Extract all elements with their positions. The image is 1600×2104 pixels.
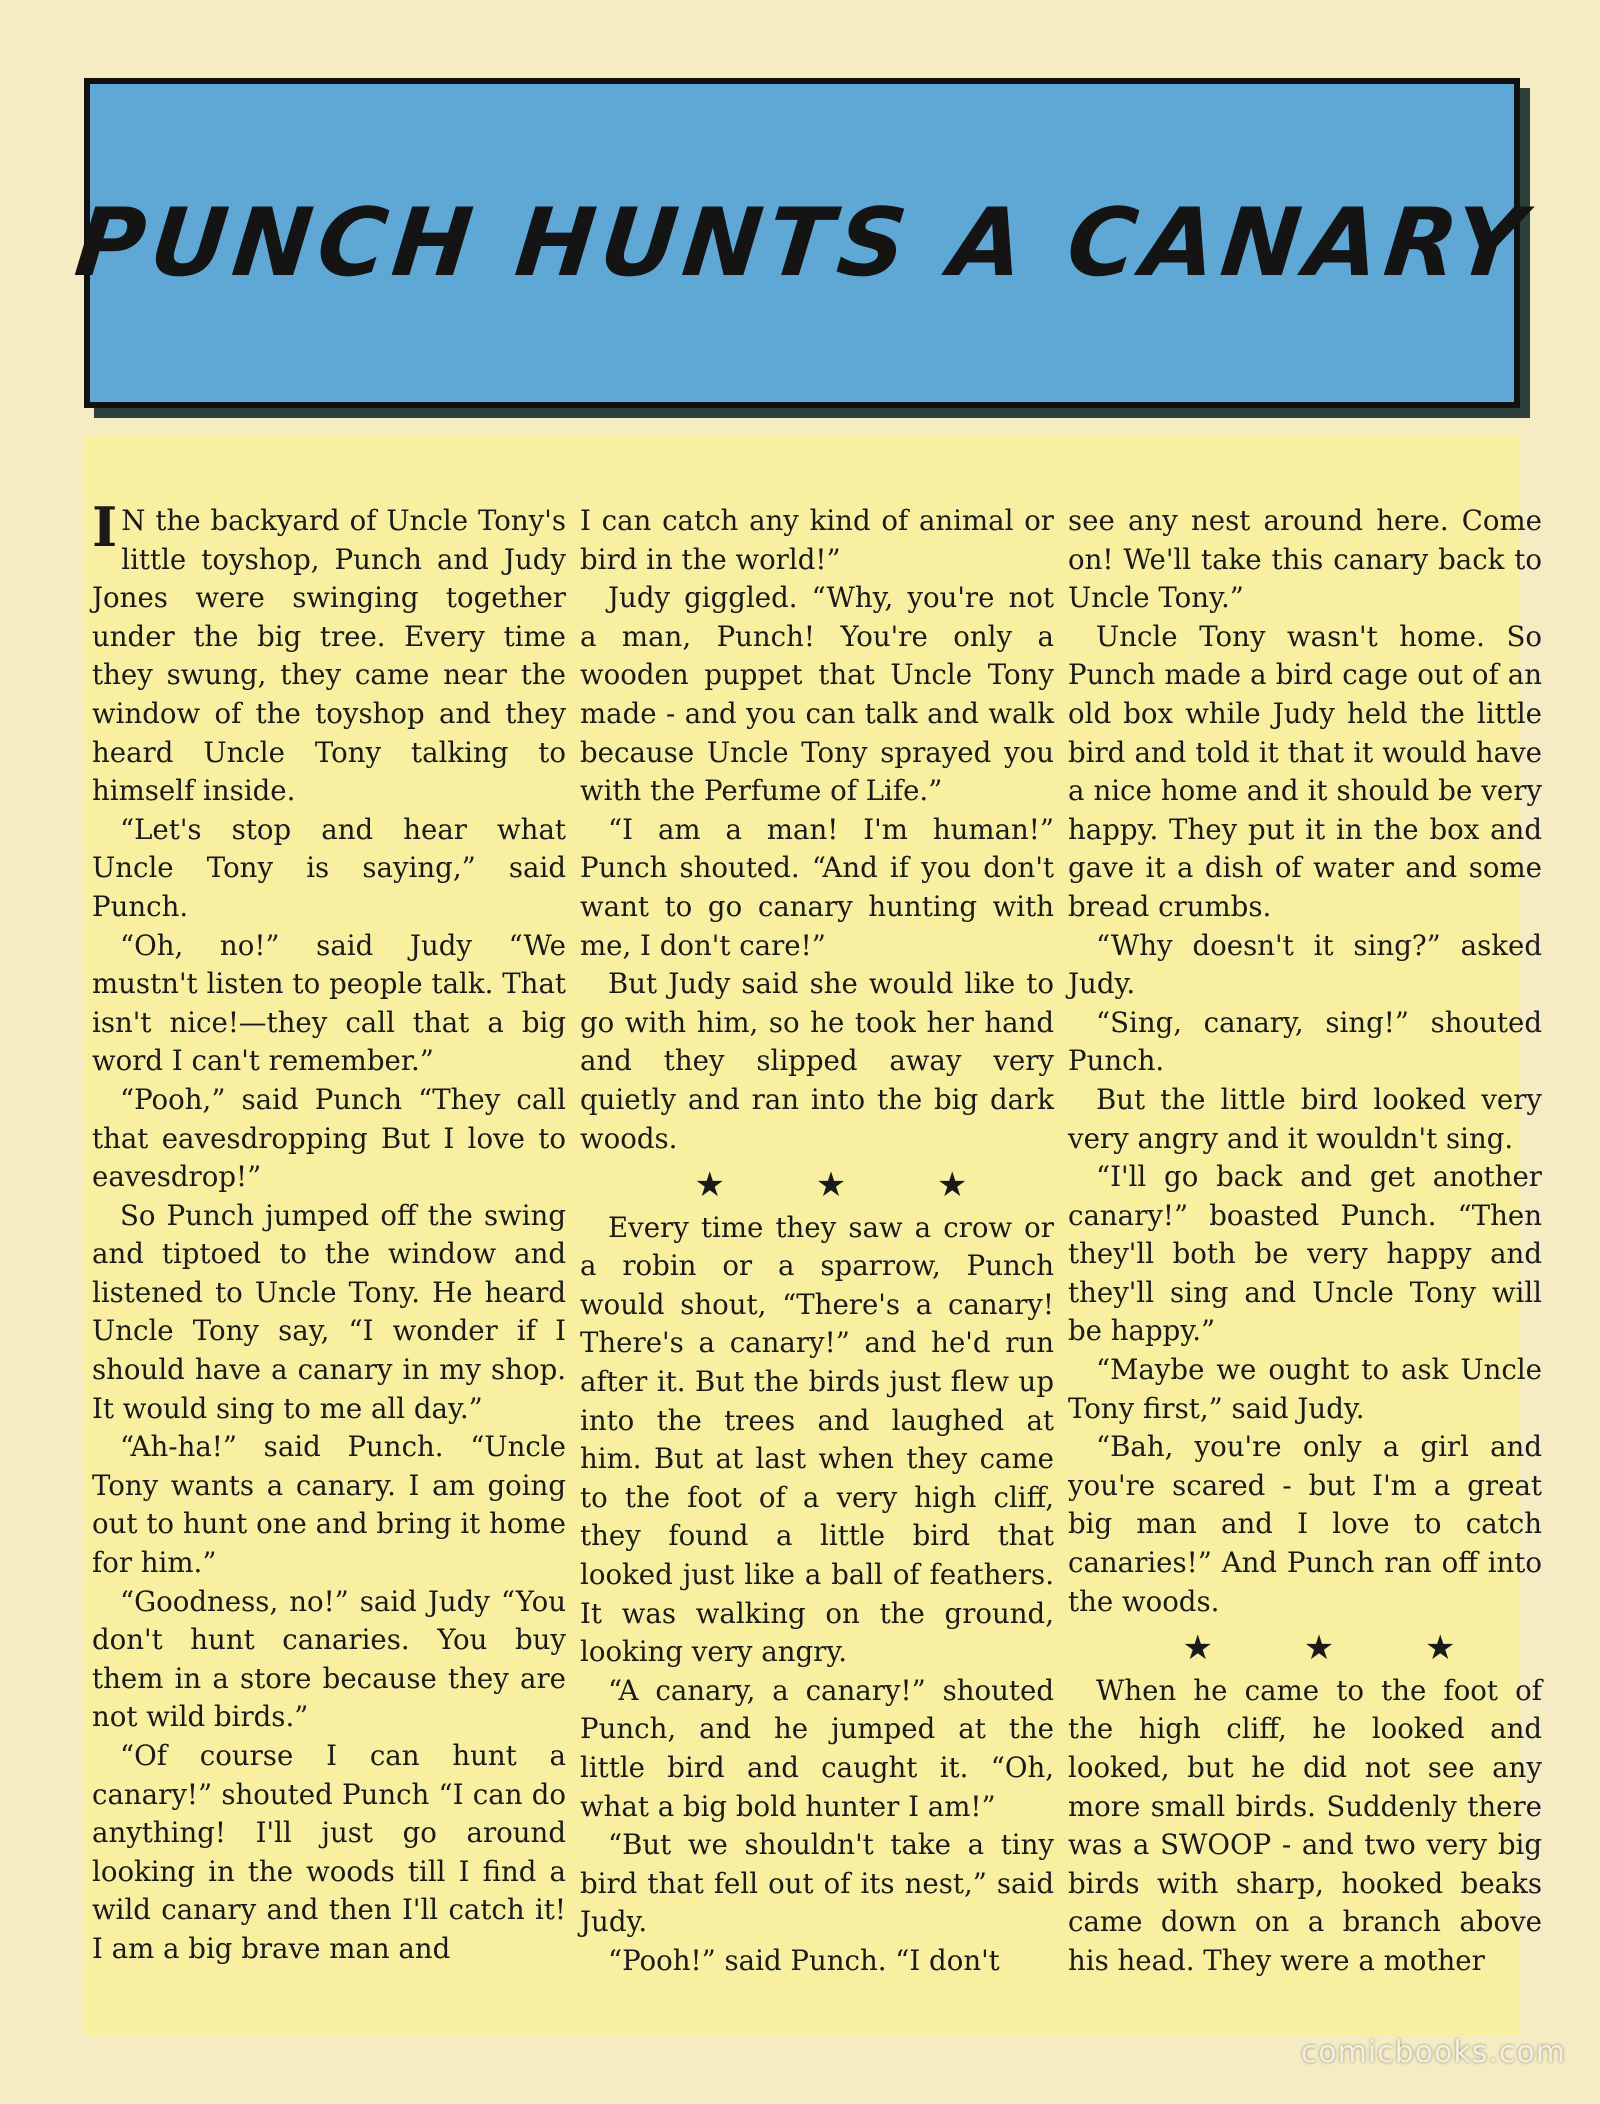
paragraph: “Pooh,” said Punch “They call that eavesdropping But I love to eavesdrop!” (92, 1082, 566, 1194)
paragraph: I can catch any kind of animal or bird in the world!” (580, 504, 1054, 576)
text-column-2 (580, 502, 1054, 1981)
drop-cap: I (92, 495, 118, 559)
paragraph: “Ah-ha!” said Punch. “Uncle Tony wants a canary. I am going out to hunt one and bring it home for him.” (92, 1430, 566, 1580)
title-panel (69, 78, 1535, 408)
paragraph: I N the backyard of Uncle Tony's little toyshop, Punch and Judy Jones were swinging together under the big tree. Every time they swung, they came near the window of the toyshop and they heard Uncle Tony talking to himself inside. (92, 495, 566, 808)
paragraph: So Punch jumped off the swing and tiptoed to the window and listened to Uncle Tony. He heard Uncle Tony say, “I wonder if I should have a canary in my shop. It would sing to me all day.” (92, 1198, 566, 1425)
paragraph: But Judy said she would like to go with him, so he took her hand and they slipped away very quietly and ran into the big dark woods. (580, 967, 1054, 1155)
story-body (84, 436, 1542, 2036)
text-column-1 (92, 495, 566, 1969)
section-break-stars: ★ ★ ★ (1182, 1628, 1496, 1669)
paragraph: “Bah, you're only a girl and you're scared - but I'm a great big man and I love to catch canaries!” And Punch ran off into the woods. (1068, 1430, 1542, 1618)
paragraph: “Pooh!” said Punch. “I don't (608, 1943, 1000, 1977)
text-column-3 (1068, 502, 1542, 1981)
story-title: PUNCH HUNTS A CANARY (69, 188, 1535, 298)
paragraph: “I am a man! I'm human!” Punch shouted. “And if you don't want to go canary hunting with me, I don't care!” (580, 812, 1054, 962)
paragraph: “Oh, no!” said Judy “We mustn't listen to people talk. That isn't nice!—they call that a big word I can't remember.” (92, 928, 566, 1078)
paragraph: “Goodness, no!” said Judy “You don't hunt canaries. You buy them in a store because they are not wild birds.” (92, 1584, 566, 1734)
section-break-stars: ★ ★ ★ (694, 1165, 1008, 1206)
paragraph: “Sing, canary, sing!” shouted Punch. (1068, 1005, 1542, 1078)
paragraph: “Maybe we ought to ask Uncle Tony first,” said Judy. (1068, 1353, 1542, 1425)
paragraph: Judy giggled. “Why, you're not a man, Punch! You're only a wooden puppet that Uncle Tony made - and you can talk and walk because Uncle Tony sprayed you with the Perfume of Life.” (580, 581, 1054, 808)
watermark: comicbooks.com (1300, 2035, 1566, 2070)
paragraph: Uncle Tony wasn't home. So Punch made a bird cage out of an old box while Judy held the little bird and told it that it would have a nice home and it should be very happy. They put it in the box and gave it a dish of water and some bread crumbs. (1068, 619, 1542, 923)
paragraph: “Why doesn't it sing?” asked Judy. (1068, 928, 1542, 1001)
paragraph: “I'll go back and get another canary!” boasted Punch. “Then they'll both be very happy and they'll sing and Uncle Tony will be happy.” (1068, 1160, 1542, 1348)
paragraph: “Let's stop and hear what Uncle Tony is saying,” said Punch. (92, 812, 566, 923)
paragraph: Every time they saw a crow or a robin or a sparrow, Punch would shout, “There's a canary! There's a canary!” and he'd run after it. But the birds just flew up into the trees and laughed at him. But at last when they came to the foot of a very high cliff, they found a little bird that looked just like a ball of feathers. It was walking on the ground, looking very angry. (580, 1210, 1054, 1669)
paragraph: When he came to the foot of the high cliff, he looked and looked, but he did not see any more small birds. Suddenly there was a SWOOP - and two very big birds with sharp, hooked beaks came down on a branch above his head. They were a mother (1068, 1673, 1542, 1977)
paragraph: “Of course I can hunt a canary!” shouted Punch “I can do anything! I'll just go around looking in the woods till I find a wild canary and then I'll catch it! I am a big brave man and (92, 1739, 566, 1965)
paragraph: see any nest around here. Come on! We'll take this canary back to Uncle Tony.” (1068, 504, 1542, 615)
paragraph: But the little bird looked very very angry and it wouldn't sing. (1068, 1082, 1542, 1155)
paragraph: “But we shouldn't take a tiny bird that fell out of its nest,” said Judy. (580, 1828, 1054, 1939)
paragraph: “A canary, a canary!” shouted Punch, and he jumped at the little bird and caught it. “Oh, what a big bold hunter I am!” (580, 1673, 1054, 1823)
